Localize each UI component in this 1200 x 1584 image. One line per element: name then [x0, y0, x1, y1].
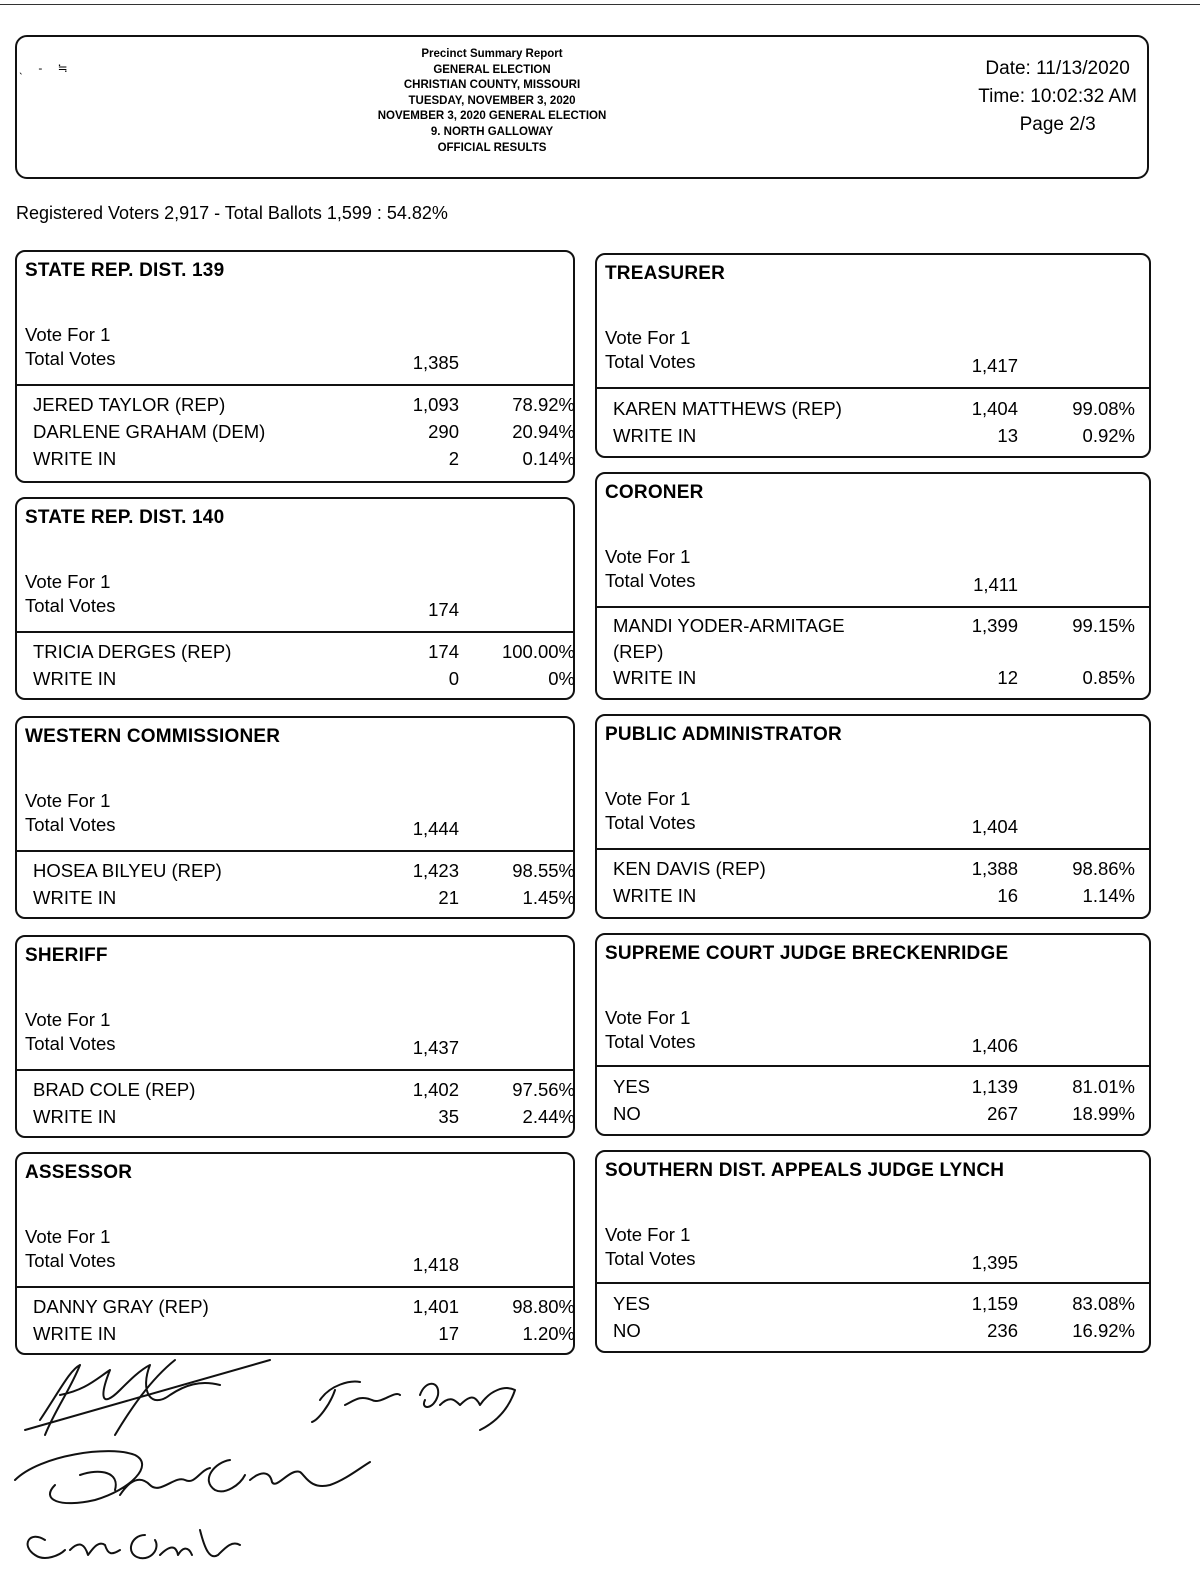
candidate-row [17, 1104, 573, 1131]
contest-title: ASSESSOR [25, 1162, 133, 1183]
option-percent: 81.01% [1072, 1076, 1135, 1097]
candidate-votes: 1,399 [971, 615, 1018, 636]
candidate-name: BRAD COLE (REP) [33, 1079, 196, 1100]
election-full-name: NOVEMBER 3, 2020 GENERAL ELECTION [377, 110, 607, 123]
contest-box [15, 935, 575, 1138]
candidate-name: HOSEA BILYEU (REP) [33, 860, 222, 881]
candidate-name: TRICIA DERGES (REP) [33, 641, 232, 662]
vote-for-label: Vote For 1 [605, 1007, 691, 1028]
vote-for-label: Vote For 1 [605, 788, 691, 809]
option-name: NO [613, 1320, 641, 1341]
candidate-votes: 1,423 [412, 860, 459, 881]
candidate-row [17, 392, 573, 419]
candidate-votes: 12 [997, 667, 1018, 688]
total-votes-label: Total Votes [25, 1033, 116, 1054]
candidate-votes: 1,388 [971, 858, 1018, 879]
candidate-row [17, 419, 573, 446]
ballot-option-row [597, 1318, 1149, 1345]
contest-title: TREASURER [605, 263, 726, 284]
candidate-votes: 16 [997, 885, 1018, 906]
candidate-name: WRITE IN [33, 1106, 117, 1127]
candidate-percent: 98.55% [512, 860, 575, 881]
total-votes-value: 1,437 [412, 1037, 459, 1058]
candidate-row [597, 423, 1149, 450]
candidate-votes: 35 [438, 1106, 459, 1127]
candidate-row [17, 885, 573, 912]
candidate-row [597, 665, 1149, 692]
contest-box [595, 714, 1151, 919]
vote-for-label: Vote For 1 [25, 1009, 111, 1030]
divider [597, 848, 1149, 850]
candidate-row [17, 639, 573, 666]
contest-title: CORONER [605, 482, 704, 503]
scan-marks: ˎ - ≒ [19, 61, 74, 75]
candidate-name: KEN DAVIS (REP) [613, 858, 766, 879]
total-votes-label: Total Votes [605, 1248, 696, 1269]
candidate-percent: 0% [548, 668, 575, 689]
candidate-name: WRITE IN [33, 887, 117, 908]
candidate-name: DARLENE GRAHAM (DEM) [33, 421, 266, 442]
report-date: Date: 11/13/2020 [985, 58, 1130, 79]
page-number: Page 2/3 [1019, 114, 1096, 135]
total-votes-label: Total Votes [25, 1250, 116, 1271]
candidate-percent: 0.14% [522, 448, 575, 469]
contest-box [595, 933, 1151, 1136]
candidate-row [597, 883, 1149, 910]
election-name: GENERAL ELECTION [433, 63, 551, 76]
election-date: TUESDAY, NOVEMBER 3, 2020 [408, 94, 576, 107]
divider [17, 384, 573, 386]
contest-box [15, 716, 575, 919]
candidate-votes: 174 [428, 641, 459, 662]
signature-2 [312, 1382, 515, 1430]
candidate-name: WRITE IN [33, 448, 117, 469]
contest-title: SUPREME COURT JUDGE BRECKENRIDGE [605, 943, 1009, 964]
precinct-name: 9. NORTH GALLOWAY [430, 125, 554, 138]
total-votes-value: 1,385 [412, 352, 459, 373]
candidate-percent: 97.56% [512, 1079, 575, 1100]
candidate-name: WRITE IN [33, 668, 117, 689]
candidate-votes: 13 [997, 425, 1018, 446]
page-top-rule [0, 4, 1200, 5]
divider [17, 850, 573, 852]
candidate-percent: 99.08% [1072, 398, 1135, 419]
option-votes: 267 [987, 1103, 1018, 1124]
candidate-votes: 21 [438, 887, 459, 908]
candidate-row [597, 396, 1149, 423]
candidate-row [17, 446, 573, 473]
option-percent: 16.92% [1072, 1320, 1135, 1341]
contest-title: SHERIFF [25, 945, 108, 966]
candidate-votes: 1,093 [412, 394, 459, 415]
candidate-row [17, 666, 573, 693]
candidate-percent: 1.14% [1082, 885, 1135, 906]
contest-title: STATE REP. DIST. 140 [25, 507, 225, 528]
candidate-row [597, 639, 1149, 666]
vote-for-label: Vote For 1 [25, 790, 111, 811]
candidate-name: WRITE IN [33, 1323, 117, 1344]
candidate-votes: 1,402 [412, 1079, 459, 1100]
divider [17, 1069, 573, 1071]
divider [17, 631, 573, 633]
candidate-percent: 78.92% [512, 394, 575, 415]
total-votes-label: Total Votes [605, 351, 696, 372]
turnout-summary: Registered Voters 2,917 - Total Ballots 1,599 : 54.82% [16, 203, 448, 223]
ballot-option-row [597, 1074, 1149, 1101]
candidate-name: DANNY GRAY (REP) [33, 1296, 209, 1317]
divider [597, 606, 1149, 608]
vote-for-label: Vote For 1 [605, 1224, 691, 1245]
divider [597, 1282, 1149, 1284]
total-votes-label: Total Votes [605, 812, 696, 833]
divider [597, 387, 1149, 389]
total-votes-value: 1,395 [971, 1252, 1018, 1273]
total-votes-value: 1,417 [971, 355, 1018, 376]
contest-box [595, 472, 1151, 700]
option-percent: 18.99% [1072, 1103, 1135, 1124]
candidate-name: KAREN MATTHEWS (REP) [613, 398, 842, 419]
candidate-percent: 20.94% [512, 421, 575, 442]
candidate-name: MANDI YODER-ARMITAGE [613, 615, 845, 636]
candidate-percent: 100.00% [501, 641, 575, 662]
candidate-percent: 2.44% [522, 1106, 575, 1127]
candidate-row [17, 1294, 573, 1321]
candidate-votes: 290 [428, 421, 459, 442]
report-meta [978, 55, 1137, 139]
ballot-option-row [597, 1291, 1149, 1318]
total-votes-label: Total Votes [25, 595, 116, 616]
candidate-row [597, 856, 1149, 883]
total-votes-value: 1,418 [412, 1254, 459, 1275]
candidate-percent: 98.80% [512, 1296, 575, 1317]
option-name: YES [613, 1293, 651, 1314]
candidate-name: (REP) [613, 641, 664, 662]
candidate-row [17, 1077, 573, 1104]
total-votes-value: 1,444 [412, 818, 459, 839]
vote-for-label: Vote For 1 [25, 571, 111, 592]
contest-title: PUBLIC ADMINISTRATOR [605, 724, 842, 745]
total-votes-label: Total Votes [25, 814, 116, 835]
candidate-votes: 0 [448, 668, 459, 689]
candidate-name: JERED TAYLOR (REP) [33, 394, 226, 415]
candidate-votes: 2 [448, 448, 459, 469]
contest-box [15, 250, 575, 483]
candidate-name: WRITE IN [613, 425, 697, 446]
contest-box [15, 1152, 575, 1355]
candidate-row [597, 613, 1149, 640]
contest-box [595, 253, 1151, 458]
contest-title: STATE REP. DIST. 139 [25, 260, 225, 281]
vote-for-label: Vote For 1 [25, 324, 111, 345]
total-votes-label: Total Votes [605, 570, 696, 591]
total-votes-value: 1,411 [973, 574, 1018, 595]
option-name: NO [613, 1103, 641, 1124]
report-title-block [332, 47, 652, 156]
county-name: CHRISTIAN COUNTY, MISSOURI [403, 79, 581, 92]
report-header [15, 35, 1149, 179]
option-name: YES [613, 1076, 651, 1097]
vote-for-label: Vote For 1 [25, 1226, 111, 1247]
option-votes: 1,159 [971, 1293, 1018, 1314]
candidate-votes: 1,401 [412, 1296, 459, 1317]
candidate-votes: 17 [438, 1323, 459, 1344]
total-votes-value: 174 [428, 599, 459, 620]
candidate-percent: 0.92% [1082, 425, 1135, 446]
contest-title: WESTERN COMMISSIONER [25, 726, 281, 747]
contest-title: SOUTHERN DIST. APPEALS JUDGE LYNCH [605, 1160, 1005, 1181]
signature-4 [28, 1530, 240, 1558]
candidate-row [17, 858, 573, 885]
divider [17, 1286, 573, 1288]
total-votes-label: Total Votes [25, 348, 116, 369]
signatures [0, 1350, 560, 1580]
option-votes: 236 [987, 1320, 1018, 1341]
option-percent: 83.08% [1072, 1293, 1135, 1314]
candidate-percent: 0.85% [1082, 667, 1135, 688]
candidate-row [17, 1321, 573, 1348]
total-votes-label: Total Votes [605, 1031, 696, 1052]
candidate-percent: 98.86% [1072, 858, 1135, 879]
vote-for-label: Vote For 1 [605, 546, 691, 567]
candidate-name: WRITE IN [613, 885, 697, 906]
total-votes-value: 1,404 [971, 816, 1018, 837]
results-status: OFFICIAL RESULTS [437, 141, 547, 154]
contest-box [595, 1150, 1151, 1353]
candidate-votes: 1,404 [971, 398, 1018, 419]
option-votes: 1,139 [971, 1076, 1018, 1097]
contest-box [15, 497, 575, 700]
report-title: Precinct Summary Report [421, 48, 563, 60]
ballot-option-row [597, 1101, 1149, 1128]
candidate-percent: 1.20% [522, 1323, 575, 1344]
divider [597, 1065, 1149, 1067]
signature-1 [25, 1360, 270, 1435]
vote-for-label: Vote For 1 [605, 327, 691, 348]
candidate-percent: 99.15% [1072, 615, 1135, 636]
candidate-percent: 1.45% [522, 887, 575, 908]
total-votes-value: 1,406 [971, 1035, 1018, 1056]
report-time: Time: 10:02:32 AM [978, 86, 1137, 107]
candidate-name: WRITE IN [613, 667, 697, 688]
signature-3 [15, 1451, 370, 1503]
